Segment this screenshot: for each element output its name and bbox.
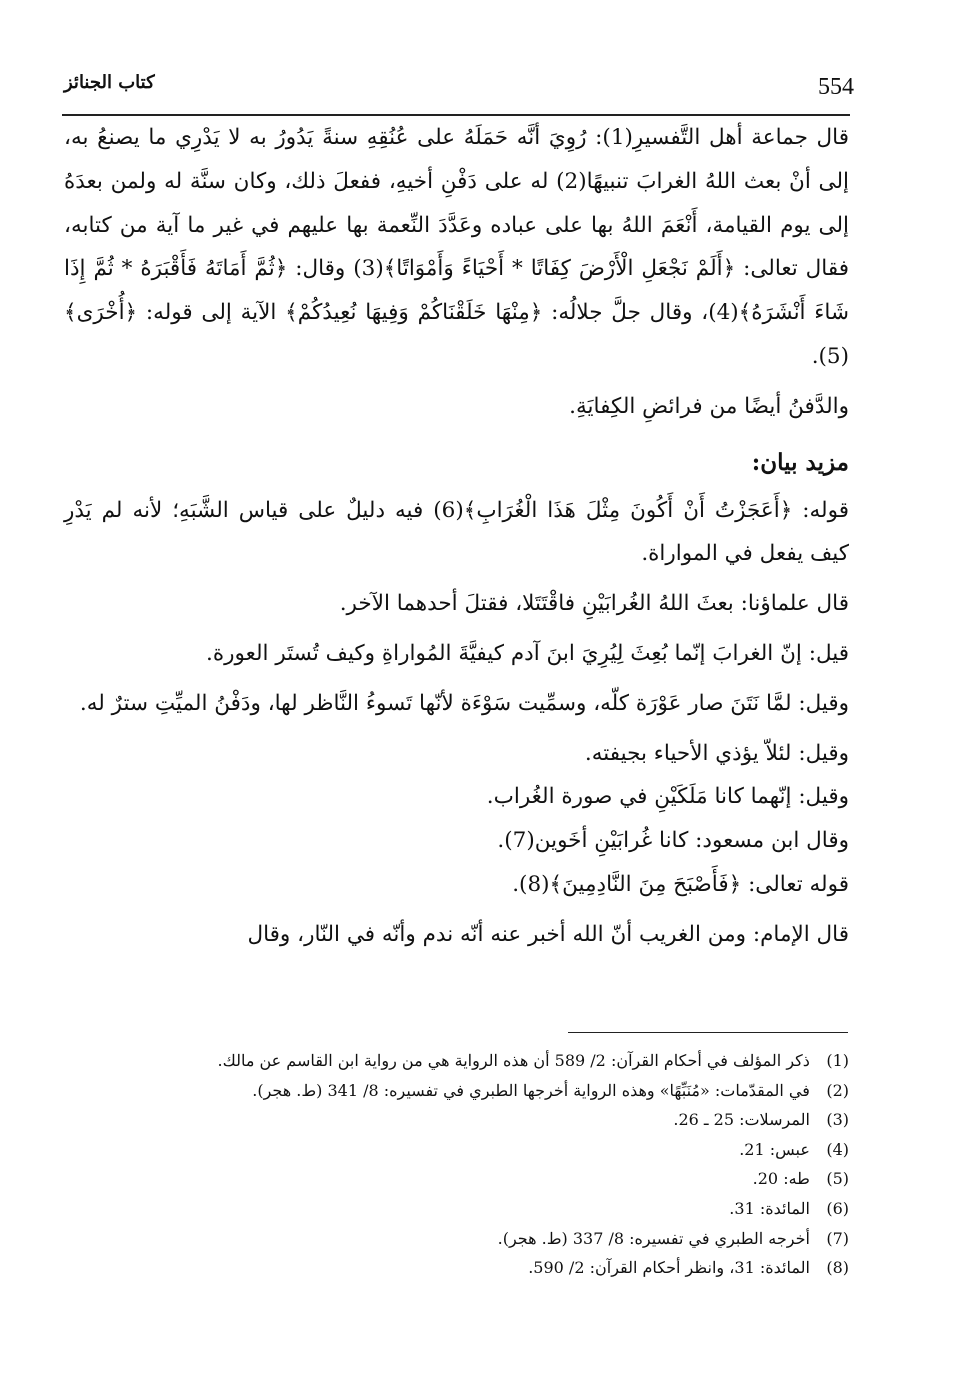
section-heading: مزيد بيان: xyxy=(751,448,849,476)
footnote-number: (1) xyxy=(826,1051,849,1070)
footnote-text: عبس: 21. xyxy=(739,1139,810,1159)
footnote-rule xyxy=(568,1032,848,1033)
footnote-text: المرسلات: 25 ـ 26. xyxy=(673,1110,810,1130)
footnote-item xyxy=(64,1253,849,1283)
footnote-text: في المقدّمات: «مُنَبِّهًا» وهذه الرواية أخرجها الطبري في تفسيره: 8/ 341 (ط. هجر). xyxy=(252,1080,810,1100)
paragraph-ibn-masud: وقال ابن مسعود: كانا غُرابَيْنِ أخَوين(7). xyxy=(497,828,849,854)
footnote-item xyxy=(64,1224,849,1254)
footnote-text: المائدة: 31. xyxy=(729,1198,810,1218)
footnote-text: أخرجه الطبري في تفسيره: 8/ 337 (ط. هجر). xyxy=(497,1228,810,1248)
paragraph-dafn: والدَّفنُ أيضًا من فرائضِ الكِفايَةِ. xyxy=(569,393,849,419)
footnote-item xyxy=(64,1135,849,1165)
footnote-item xyxy=(64,1105,849,1135)
paragraph-qila-3: وقيل: لئلاّ يؤذي الأحياء بجيفته. xyxy=(584,740,849,766)
paragraph-qila-4: وقيل: إنّهما كانا مَلَكَيْنِ في صورة الغُراب. xyxy=(486,784,849,810)
paragraph-qila-2: وقيل: لمَّا نَتَنَ صار عَوْرَة كلّه، وسمِّيت سَوْءَة لأنّها تَسوءُ النَّاظر لها، ودَفْنُ الميِّتِ سترٌ له. xyxy=(79,690,849,716)
footnote-number: (3) xyxy=(826,1110,849,1130)
paragraph-imam: قال الإمام: ومن الغريب أنّ الله أخبر عنه أنّه ندم وأنّه في النّار، وقال xyxy=(247,921,849,947)
page-number: 554 xyxy=(818,74,854,100)
paragraph-verse: قوله تعالى: ﴿فَأَصْبَحَ مِنَ النَّادِمِينَ﴾(8). xyxy=(512,871,849,897)
footnote-number: (4) xyxy=(826,1139,849,1159)
paragraph-qila-1: قيل: إنّ الغرابَ إنّما بُعِثَ لِيُرِيَ ابنَ آدم كيفيَّةَ المُواراةِ وكيف تُستَر العورة. xyxy=(206,640,849,666)
footnote-text: ذكر المؤلف في أحكام القرآن: 2/ 589 أن هذه الرواية هي من رواية ابن القاسم عن مالك. xyxy=(217,1051,810,1070)
footnotes xyxy=(64,1046,849,1283)
footnote-item xyxy=(64,1046,849,1076)
paragraph-qiyas: قوله: ﴿أَعَجَزْتُ أَنْ أَكُونَ مِثْلَ هَذَا الْغُرَابِ﴾(6) فيه دليلٌ على قياس الشَّبَهِ؛ لأنه لم يَدْرِ كيف يفعل في المواراة. xyxy=(64,497,849,567)
footnote-item xyxy=(64,1164,849,1194)
main-text xyxy=(64,116,849,957)
footnote-text: طه: 20. xyxy=(752,1169,810,1189)
footnote-number: (8) xyxy=(826,1258,849,1278)
footnote-number: (6) xyxy=(826,1198,849,1218)
footnote-text: المائدة: 31، وانظر أحكام القرآن: 2/ 590. xyxy=(528,1258,810,1278)
paragraph-tafsir: قال جماعة أهل التَّفسيرِ(1): رُوِيَ أنَّه حَمَلَهُ على عُنُقِهِ سنةً يَدُورُ به لا يَدْرِي ما يصنعُ به، إلى أنْ بعث اللهُ الغرابَ تنبيهًا(2) له على دَفْنِ أخيهِ، ففعلَ ذلك، وكان سنَّة له ولمن بعدَهُ إلى يوم القيامة، أَنْعَمَ اللهُ بها على عباده وعَدَّدَ النِّعمة بها عليهم في غير ما آية من كتابه، فقال تعالى: ﴿أَلَمْ نَجْعَلِ الْأَرْضَ كِفَاتًا * أَحْيَاءً وَأَمْوَاتًا﴾(3) وقال: ﴿ثُمَّ أَمَاتَهُ فَأَقْبَرَهُ * ثُمَّ إِذَا شَاءَ أَنْشَرَهُ﴾(4)، وقال جلَّ جلالُه: ﴿مِنْهَا خَلَقْنَاكُمْ وَفِيهَا نُعِيدُكُمْ﴾ الآية إلى قوله: ﴿أُخْرَى﴾(5). xyxy=(64,125,849,369)
running-header-title: كتاب الجنائز xyxy=(64,72,155,93)
footnote-item xyxy=(64,1076,849,1106)
footnote-number: (5) xyxy=(826,1169,849,1189)
footnote-number: (7) xyxy=(826,1228,849,1248)
footnote-number: (2) xyxy=(826,1080,849,1100)
paragraph-ulama: قال علماؤنا: بعثَ اللهُ الغُرابَيْنِ فاقْتَتَلا، فقتلَ أحدهما الآخر. xyxy=(339,591,849,617)
footnote-item xyxy=(64,1194,849,1224)
